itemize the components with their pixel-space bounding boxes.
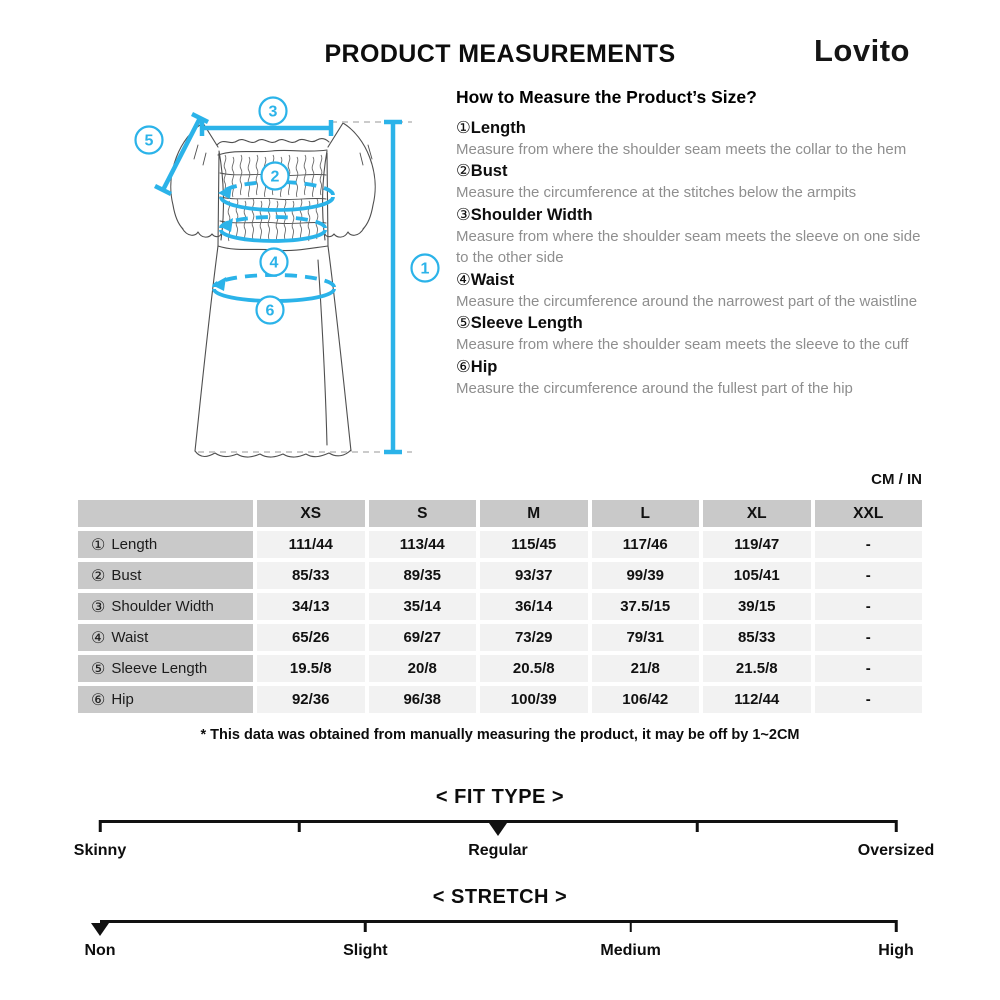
value-cell: - <box>815 531 923 558</box>
value-cell: 112/44 <box>703 686 811 713</box>
value-cell: - <box>815 686 923 713</box>
callout-1: 1 <box>420 260 430 278</box>
guide-item-sleeve-length <box>456 312 934 356</box>
guide-item-desc: Measure the circumference around the fullest part of the hip <box>456 379 853 397</box>
row-label-hip: ⑥ Hip <box>78 686 253 713</box>
guide-item-number: ⑤ <box>456 314 471 333</box>
guide-item-length <box>456 117 934 161</box>
value-cell: 113/44 <box>369 531 477 558</box>
value-cell: 36/14 <box>480 593 588 620</box>
value-cell: 20.5/8 <box>480 655 588 682</box>
value-cell: 19.5/8 <box>257 655 365 682</box>
value-cell: 79/31 <box>592 624 700 651</box>
value-cell: 89/35 <box>369 562 477 589</box>
size-table <box>78 500 922 713</box>
guide-item-desc: Measure the circumference around the narrowest part of the waistline <box>456 292 918 310</box>
callout-6: 6 <box>265 302 275 320</box>
scale-tick <box>99 820 102 832</box>
value-cell: - <box>815 593 923 620</box>
guide-item-shoulder-width <box>456 204 934 269</box>
measure-guide <box>456 86 934 399</box>
guide-item-name: Shoulder Width <box>470 205 593 224</box>
scale-tick <box>895 820 898 832</box>
stretch-label-medium: Medium <box>600 942 661 959</box>
fit-type-marker <box>489 823 507 836</box>
value-cell: 21/8 <box>592 655 700 682</box>
guide-item-name: Hip <box>470 357 498 376</box>
table-header-xxl: XXL <box>815 500 923 527</box>
row-label-sleeve-length: ⑤ Sleeve Length <box>78 655 253 682</box>
value-cell: 96/38 <box>369 686 477 713</box>
guide-item-name: Bust <box>470 162 508 181</box>
fit-type-label-oversized: Oversized <box>857 842 935 859</box>
scale-tick <box>629 920 632 932</box>
table-header-xs: XS <box>257 500 365 527</box>
guide-item-name: Sleeve Length <box>470 314 583 333</box>
stretch-title: < STRETCH > <box>432 886 568 908</box>
value-cell: 69/27 <box>369 624 477 651</box>
guide-item-desc: Measure from where the shoulder seam meets the collar to the hem <box>456 140 907 158</box>
guide-item-name: Length <box>470 118 526 137</box>
value-cell: 20/8 <box>369 655 477 682</box>
value-cell: 119/47 <box>703 531 811 558</box>
value-cell: 35/14 <box>369 593 477 620</box>
table-header-xl: XL <box>703 500 811 527</box>
callout-5: 5 <box>144 132 154 150</box>
value-cell: 100/39 <box>480 686 588 713</box>
row-label-waist: ④ Waist <box>78 624 253 651</box>
value-cell: 111/44 <box>257 531 365 558</box>
stretch-label-high: High <box>878 942 914 959</box>
guide-item-hip <box>456 356 934 400</box>
value-cell: 117/46 <box>592 531 700 558</box>
extension-lines <box>198 122 412 452</box>
guide-item-desc: Measure from where the shoulder seam meets the sleeve on one side to the other side <box>456 227 921 267</box>
table-header-s: S <box>369 500 477 527</box>
table-header-l: L <box>592 500 700 527</box>
table-footnote: * This data was obtained from manually measuring the product, it may be off by 1~2CM <box>200 727 800 743</box>
fit-type-title: < FIT TYPE > <box>435 786 565 808</box>
guide-item-number: ④ <box>456 270 471 289</box>
guide-item-number: ③ <box>456 205 471 224</box>
value-cell: 106/42 <box>592 686 700 713</box>
callout-2: 2 <box>270 168 280 186</box>
unit-label: CM / IN <box>871 471 922 488</box>
row-label-shoulder-width: ③ Shoulder Width <box>78 593 253 620</box>
value-cell: - <box>815 624 923 651</box>
scale-tick <box>364 920 367 932</box>
row-label-bust: ② Bust <box>78 562 253 589</box>
value-cell: 92/36 <box>257 686 365 713</box>
callout-3: 3 <box>268 103 278 121</box>
value-cell: - <box>815 562 923 589</box>
value-cell: 21.5/8 <box>703 655 811 682</box>
guide-item-waist <box>456 269 934 313</box>
guide-heading: How to Measure the Product’s Size? <box>456 87 757 107</box>
value-cell: 73/29 <box>480 624 588 651</box>
table-header-m: M <box>480 500 588 527</box>
fit-type-label-regular: Regular <box>468 842 528 859</box>
stretch-label-non: Non <box>84 942 116 959</box>
stretch-marker <box>91 923 109 936</box>
guide-item-number: ② <box>456 162 471 181</box>
guide-item-desc: Measure the circumference at the stitches below the armpits <box>456 184 857 202</box>
scale-tick <box>298 820 301 832</box>
fit-type-label-skinny: Skinny <box>73 842 127 859</box>
value-cell: - <box>815 655 923 682</box>
scale-tick <box>696 820 699 832</box>
stretch-axis <box>100 920 896 923</box>
row-label-length: ① Length <box>78 531 253 558</box>
guide-item-desc: Measure from where the shoulder seam meets the sleeve to the cuff <box>456 336 909 354</box>
value-cell: 105/41 <box>703 562 811 589</box>
guide-item-bust <box>456 160 934 204</box>
measurement-diagram <box>118 85 448 465</box>
page-title: PRODUCT MEASUREMENTS <box>324 40 676 68</box>
scale-tick <box>895 920 898 932</box>
table-header-corner <box>78 500 253 527</box>
value-cell: 115/45 <box>480 531 588 558</box>
value-cell: 34/13 <box>257 593 365 620</box>
value-cell: 99/39 <box>592 562 700 589</box>
stretch-label-slight: Slight <box>343 942 388 959</box>
guide-item-name: Waist <box>470 270 515 289</box>
guide-item-number: ⑥ <box>456 357 471 376</box>
fit-type-axis <box>100 820 896 823</box>
value-cell: 93/37 <box>480 562 588 589</box>
guide-item-number: ① <box>456 118 471 137</box>
callout-4: 4 <box>269 254 279 272</box>
value-cell: 85/33 <box>257 562 365 589</box>
value-cell: 85/33 <box>703 624 811 651</box>
value-cell: 65/26 <box>257 624 365 651</box>
value-cell: 37.5/15 <box>592 593 700 620</box>
value-cell: 39/15 <box>703 593 811 620</box>
brand-logo: Lovito <box>814 33 910 68</box>
